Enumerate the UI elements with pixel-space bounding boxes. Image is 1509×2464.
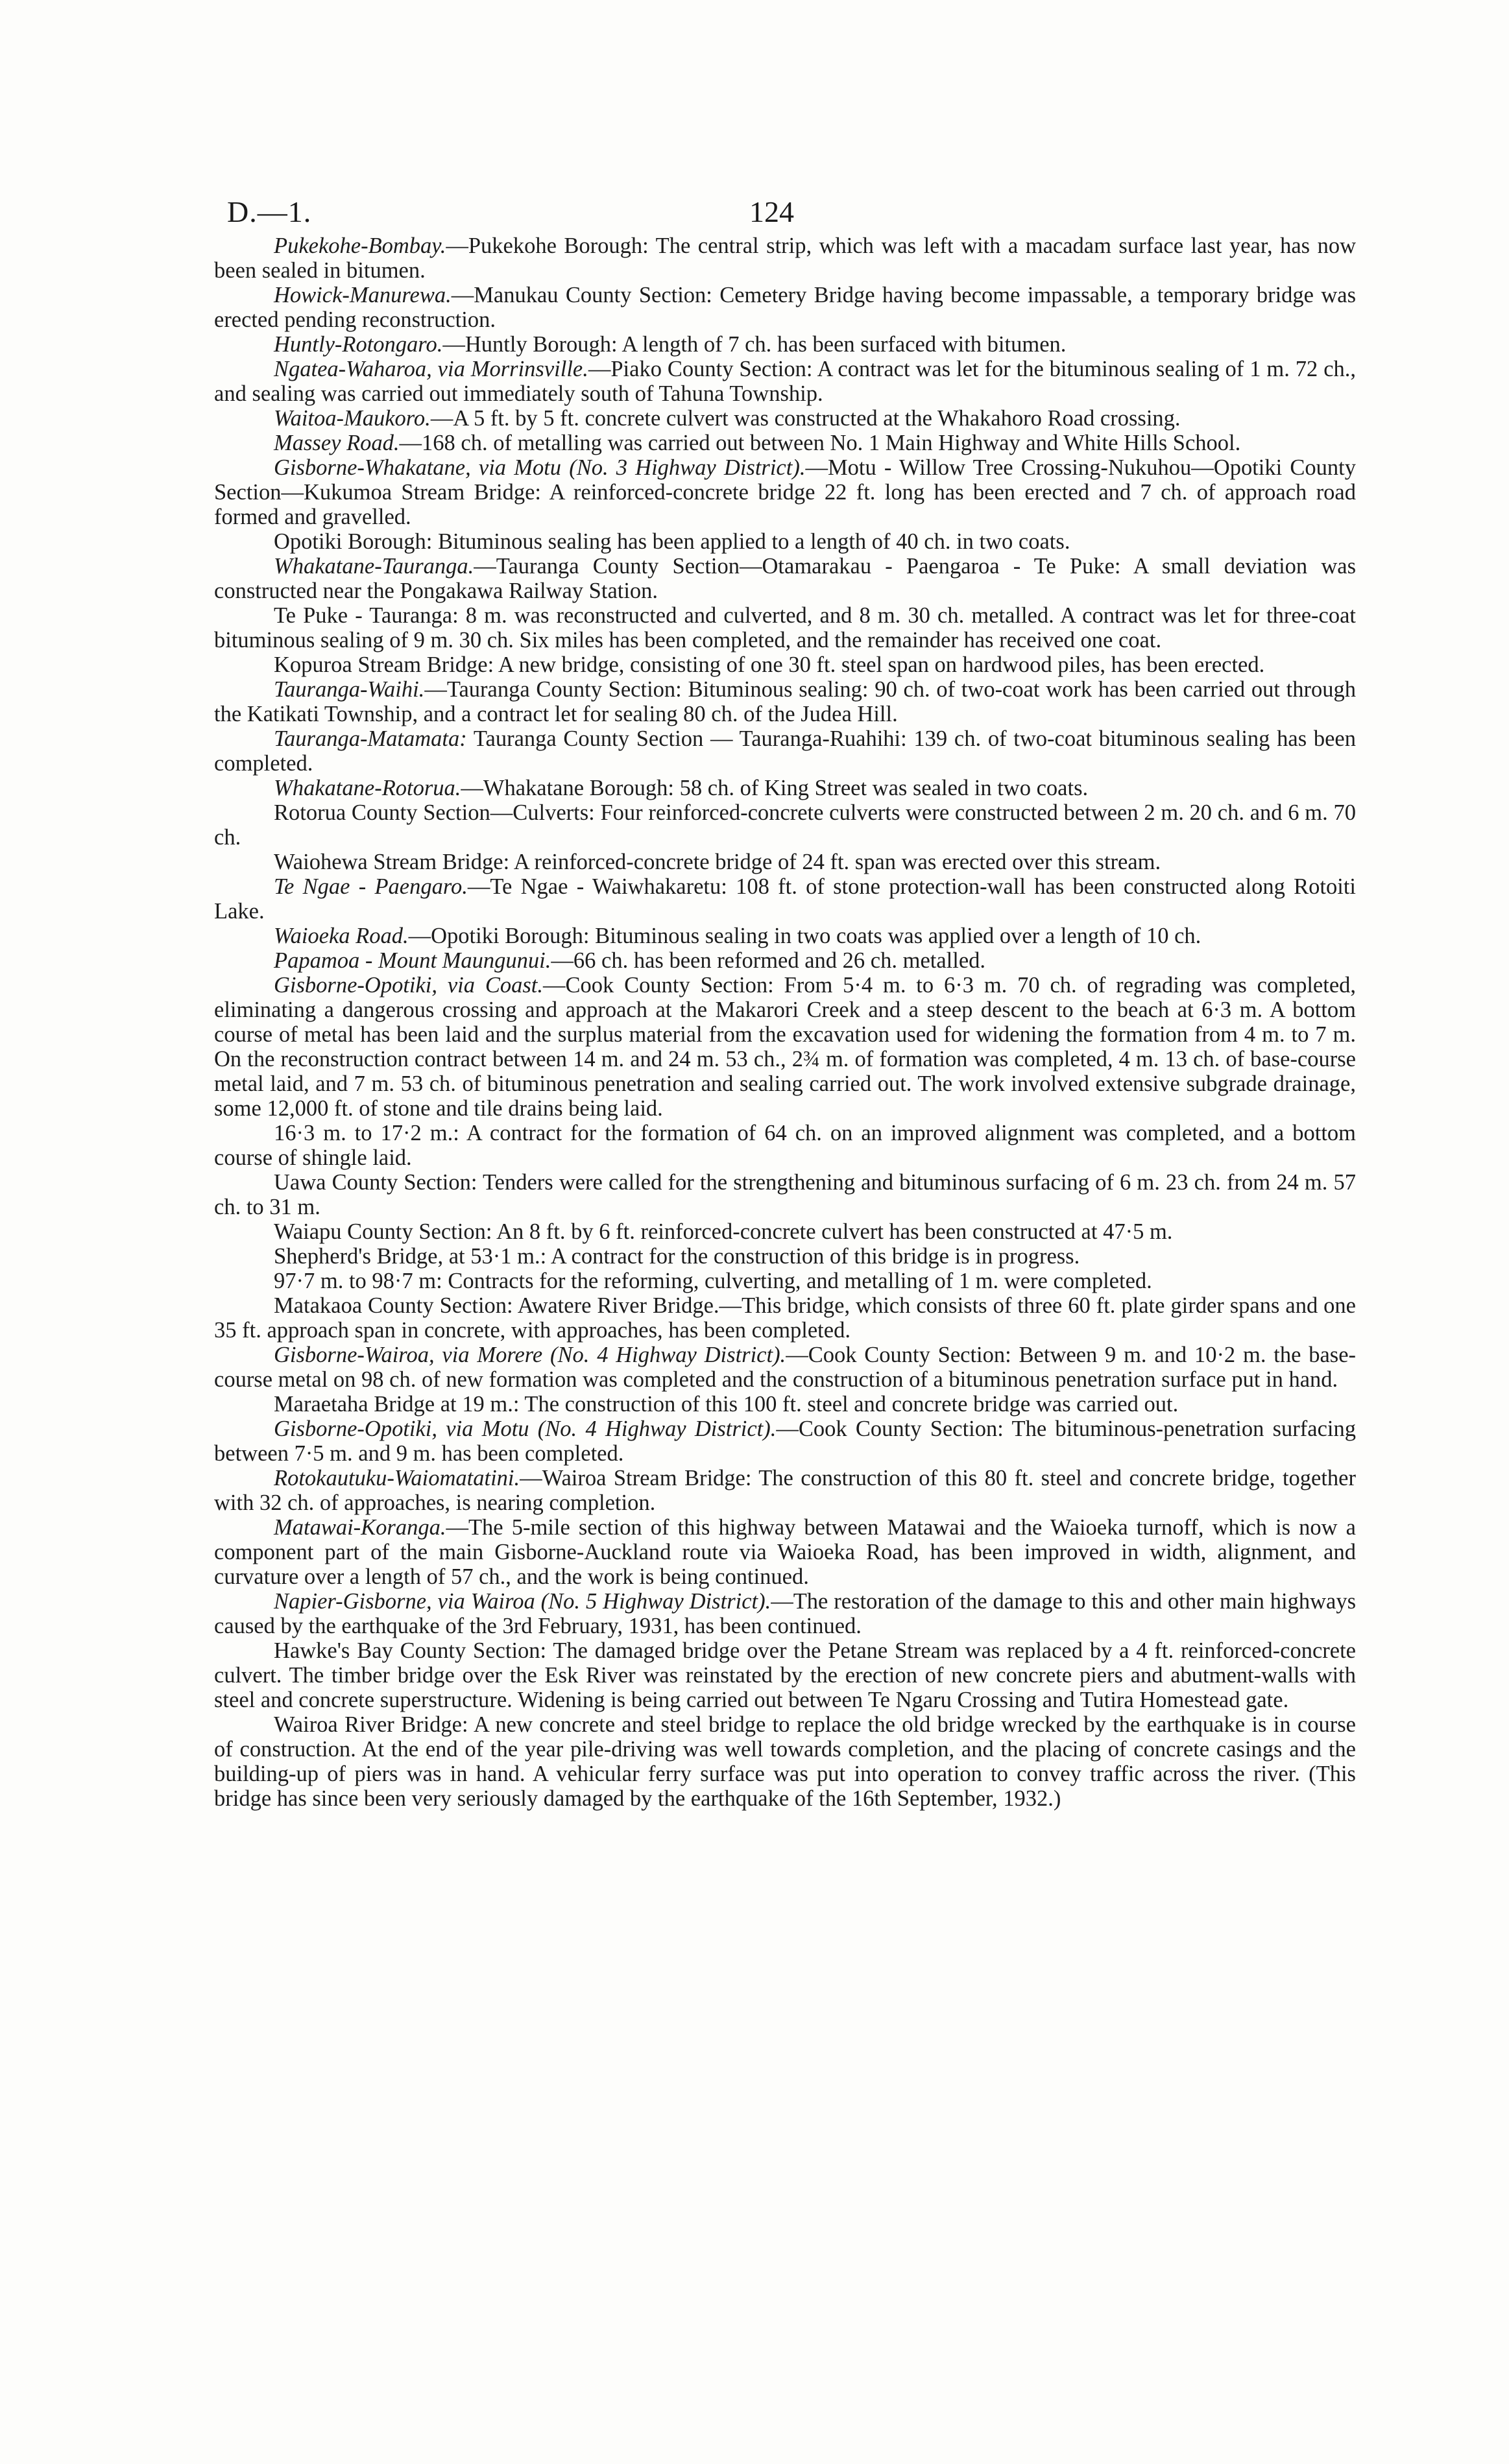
page-header — [227, 195, 1369, 233]
paragraph — [214, 1417, 1356, 1466]
paragraph-text: —Te Ngae - Waiwhakaretu: 108 ft. of stone protection-wall has been constructed along Rotoiti Lake. — [214, 874, 1356, 924]
paragraph — [214, 1293, 1356, 1343]
paragraph-text: —Motu - Willow Tree Crossing-Nukuhou—Opotiki County Section—Kukumoa Stream Bridge: A reinforced-concrete bridge 22 ft. long has been erected and 7 ch. of approach road formed and gravelled. — [214, 455, 1356, 529]
paragraph-text: —The 5-mile section of this highway between Matawai and the Waioeka turnoff, which is now a component part of the main Gisborne-Auckland route via Waioeka Road, has been improved in width, alignment, and curvature over a length of 57 ch., and the work is being continued. — [214, 1515, 1356, 1589]
paragraph-text: Kopuroa Stream Bridge: A new bridge, consisting of one 30 ft. steel span on hardwood piles, has been erected. — [274, 652, 1265, 677]
paragraph-text: —Tauranga County Section: Bituminous sealing: 90 ch. of two-coat work has been carried out through the Katikati Township, and a contract let for sealing 80 ch. of the Judea Hill. — [214, 677, 1356, 726]
paragraph-text: Matakaoa County Section: Awatere River Bridge.—This bridge, which consists of three 60 ft. plate girder spans and one 35 ft. approach span in concrete, with approaches, has been completed. — [214, 1293, 1356, 1343]
paragraph — [214, 776, 1356, 800]
paragraph — [214, 283, 1356, 332]
paragraph-text: Tauranga County Section — Tauranga-Ruahihi: 139 ch. of two-coat bituminous sealing has been completed. — [214, 726, 1356, 776]
paragraph-title: Waioeka Road. — [274, 924, 409, 948]
paragraph — [214, 431, 1356, 455]
paragraph-title: Gisborne-Opotiki, via Coast. — [274, 973, 544, 998]
paragraph — [214, 677, 1356, 726]
paragraph-text: —Piako County Section: A contract was let for the bituminous sealing of 1 m. 72 ch., and sealing was carried out immediately south of Tahuna Township. — [214, 357, 1357, 406]
paragraph — [214, 948, 1356, 973]
paragraph-text: Rotorua County Section—Culverts: Four reinforced-concrete culverts were constructed between 2 m. 20 ch. and 6 m. 70 ch. — [214, 800, 1356, 850]
paragraph-text: —Wairoa Stream Bridge: The construction of this 80 ft. steel and concrete bridge, together with 32 ch. of approaches, is nearing completion. — [214, 1466, 1356, 1515]
paragraph — [214, 603, 1356, 652]
paragraph — [214, 1515, 1356, 1589]
paragraph — [214, 850, 1356, 874]
paragraph — [214, 1712, 1356, 1811]
paragraph-text: —Opotiki Borough: Bituminous sealing in two coats was applied over a length of 10 ch. — [408, 924, 1201, 948]
paragraph-title: Waitoa-Maukoro. — [274, 406, 431, 431]
paragraph-title: Napier-Gisborne, via Wairoa (No. 5 Highway District). — [274, 1589, 771, 1614]
paragraph-title: Te Ngae - Paengaro. — [274, 874, 468, 899]
paragraph-text: 16·3 m. to 17·2 m.: A contract for the formation of 64 ch. on an improved alignment was completed, and a bottom course of shingle laid. — [214, 1121, 1356, 1170]
paragraph — [214, 1244, 1356, 1269]
paragraph — [214, 1219, 1356, 1244]
paragraph — [214, 874, 1356, 924]
paragraph — [214, 1392, 1356, 1417]
paragraph-text: Wairoa River Bridge: A new concrete and steel bridge to replace the old bridge wrecked by the earthquake is in course of construction. At the end of the year pile-driving was well towards completion, and the placing of concrete casings and the building-up of piers was in hand. A vehicular ferry surface was put into operation to convey traffic across the river. (This bridge has since been very seriously damaged by the earthquake of the 16th September, 1932.) — [214, 1712, 1356, 1811]
paragraph-title: Matawai-Koranga. — [274, 1515, 446, 1540]
paragraph — [214, 529, 1356, 554]
paragraph — [214, 1170, 1356, 1219]
paragraph-title: Pukekohe-Bombay. — [274, 233, 446, 258]
paragraph-text: —A 5 ft. by 5 ft. concrete culvert was constructed at the Whakahoro Road crossing. — [430, 406, 1181, 431]
paragraph-title: Ngatea-Waharoa, via Morrinsville. — [274, 357, 588, 381]
paragraph — [214, 726, 1356, 776]
paragraph-text: —Cook County Section: Between 9 m. and 10·2 m. the base-course metal on 98 ch. of new formation was completed and the construction of a bituminous penetration surface put in hand. — [214, 1343, 1356, 1392]
paragraph — [214, 652, 1356, 677]
paragraph-text: —Pukekohe Borough: The central strip, which was left with a macadam surface last year, has now been sealed in bitumen. — [214, 233, 1356, 283]
paragraph-title: Gisborne-Whakatane, via Motu (No. 3 Highway District). — [274, 455, 806, 480]
paragraph-text: —Manukau County Section: Cemetery Bridge having become impassable, a temporary bridge was erected pending reconstruction. — [214, 283, 1356, 332]
paragraph-title: Whakatane-Tauranga. — [274, 554, 474, 579]
paragraph — [214, 800, 1356, 850]
paragraph — [214, 554, 1356, 603]
document-body — [214, 233, 1356, 1811]
paragraph-text: Opotiki Borough: Bituminous sealing has been applied to a length of 40 ch. in two coats. — [274, 529, 1070, 554]
paragraph — [214, 1121, 1356, 1170]
paragraph-title: Howick-Manurewa. — [274, 283, 452, 307]
paragraph-title: Gisborne-Opotiki, via Motu (No. 4 Highway District). — [274, 1417, 777, 1441]
paragraph-title: Tauranga-Waihi. — [274, 677, 425, 702]
paragraph-text: —Cook County Section: From 5·4 m. to 6·3 m. 70 ch. of regrading was completed, eliminating a dangerous crossing and approach at the Makarori Creek and a steep descent to the beach at 6·3 m. A bottom course of metal has been laid and the surplus material from the excavation used for widening the formation from 4 m. to 7 m. On the reconstruction contract between 14 m. and 24 m. 53 ch., 2¾ m. of formation was completed, 4 m. 13 ch. of base-course metal laid, and 7 m. 53 ch. of bituminous penetration and sealing carried out. The work involved extensive subgrade drainage, some 12,000 ft. of stone and tile drains being laid. — [214, 973, 1357, 1121]
paragraph — [214, 455, 1356, 529]
paragraph — [214, 357, 1356, 406]
paragraph-text: Waiapu County Section: An 8 ft. by 6 ft. reinforced-concrete culvert has been constructed at 47·5 m. — [274, 1219, 1173, 1244]
paragraph-title: Huntly-Rotongaro. — [274, 332, 443, 357]
paragraph — [214, 924, 1356, 948]
paragraph-text: Hawke's Bay County Section: The damaged bridge over the Petane Stream was replaced by a 4 ft. reinforced-concrete culvert. The timber bridge over the Esk River was reinstated by the erection of new concrete piers and abutment-walls with steel and concrete superstructure. Widening is being carried out between Te Ngaru Crossing and Tutira Homestead gate. — [214, 1638, 1356, 1712]
paragraph-text: Shepherd's Bridge, at 53·1 m.: A contract for the construction of this bridge is in progress. — [274, 1244, 1080, 1269]
paragraph — [214, 1589, 1356, 1638]
paragraph-text: 97·7 m. to 98·7 m: Contracts for the reforming, culverting, and metalling of 1 m. were completed. — [274, 1269, 1152, 1293]
page-number: 124 — [749, 195, 794, 228]
document-reference: D.—1. — [227, 195, 312, 228]
paragraph — [214, 973, 1356, 1121]
paragraph — [214, 1466, 1356, 1515]
paragraph — [214, 1638, 1356, 1712]
paragraph-text: —Huntly Borough: A length of 7 ch. has been surfaced with bitumen. — [442, 332, 1067, 357]
paragraph-text: —Tauranga County Section—Otamarakau - Paengaroa - Te Puke: A small deviation was constructed near the Pongakawa Railway Station. — [214, 554, 1356, 603]
paragraph-text: —Whakatane Borough: 58 ch. of King Street was sealed in two coats. — [461, 776, 1089, 800]
paragraph-title: Papamoa - Mount Maungunui. — [274, 948, 551, 973]
paragraph-text: Waiohewa Stream Bridge: A reinforced-concrete bridge of 24 ft. span was erected over this stream. — [274, 850, 1161, 874]
paragraph — [214, 1343, 1356, 1392]
paragraph-text: Te Puke - Tauranga: 8 m. was reconstructed and culverted, and 8 m. 30 ch. metalled. A contract was let for three-coat bituminous sealing of 9 m. 30 ch. Six miles has been completed, and the remainder has received one coat. — [214, 603, 1356, 652]
paragraph-title: Whakatane-Rotorua. — [274, 776, 461, 800]
paragraph — [214, 332, 1356, 357]
paragraph-text: —The restoration of the damage to this and other main highways caused by the earthquake of the 3rd February, 1931, has been continued. — [214, 1589, 1356, 1638]
paragraph-title: Tauranga-Matamata: — [274, 726, 467, 751]
paragraph — [214, 1269, 1356, 1293]
paragraph-title: Rotokautuku-Waiomatatini. — [274, 1466, 520, 1490]
paragraph-title: Massey Road. — [274, 431, 400, 455]
paragraph-text: —168 ch. of metalling was carried out between No. 1 Main Highway and White Hills School. — [399, 431, 1241, 455]
paragraph-text: Uawa County Section: Tenders were called for the strengthening and bituminous surfacing of 6 m. 23 ch. from 24 m. 57 ch. to 31 m. — [214, 1170, 1356, 1219]
paragraph-text: —Cook County Section: The bituminous-penetration surfacing between 7·5 m. and 9 m. has been completed. — [214, 1417, 1356, 1466]
paragraph — [214, 406, 1356, 431]
paragraph-title: Gisborne-Wairoa, via Morere (No. 4 Highway District). — [274, 1343, 786, 1367]
paragraph — [214, 233, 1356, 283]
paragraph-text: Maraetaha Bridge at 19 m.: The construction of this 100 ft. steel and concrete bridge was carried out. — [274, 1392, 1179, 1417]
paragraph-text: —66 ch. has been reformed and 26 ch. metalled. — [551, 948, 986, 973]
